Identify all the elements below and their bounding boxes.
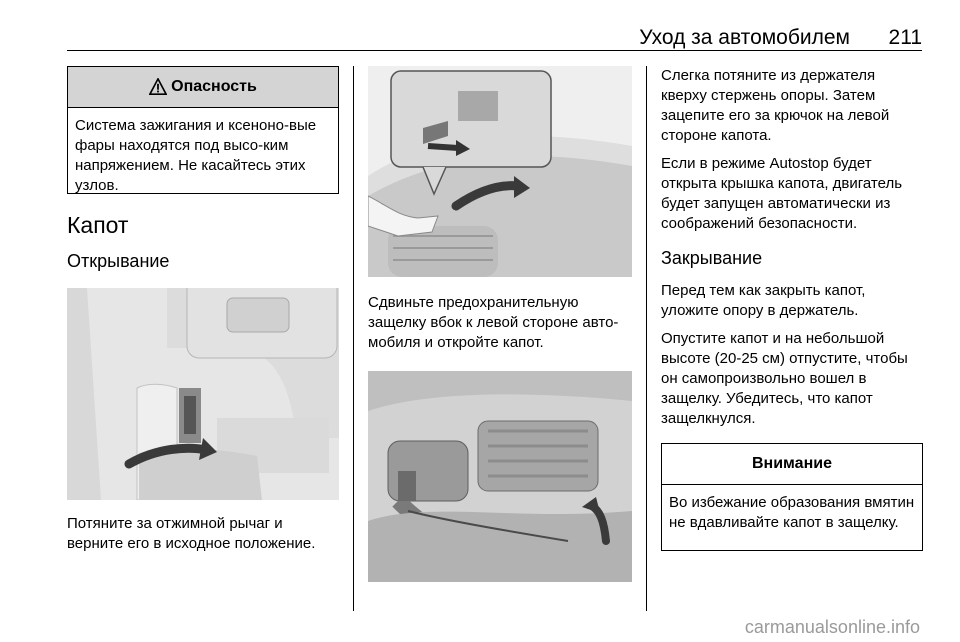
column-left <box>67 66 339 554</box>
page-number: 211 <box>888 26 922 49</box>
warning-triangle-icon <box>149 78 167 96</box>
subsection-title-open: Открывание <box>67 251 170 271</box>
figure-safety-catch <box>368 66 632 277</box>
danger-box-title: Опасность <box>171 78 257 95</box>
danger-box-header <box>68 67 338 108</box>
header-divider <box>67 50 922 51</box>
column-divider-1 <box>353 66 354 611</box>
watermark: carmanualsonline.info <box>744 617 920 637</box>
column-middle <box>368 66 632 582</box>
subsection-title-close: Закрывание <box>661 248 763 268</box>
caption-lever: Потяните за отжимной рычаг и верните его в исходное положение. <box>67 515 316 552</box>
paragraph-autostop: Если в режиме Autostop будет открыта крышка капота, двигатель будет запущен автоматически из соображений безопасности. <box>661 155 903 232</box>
paragraph-close-1: Перед тем как закрыть капот, уложите опору в держатель. <box>661 282 866 319</box>
figure-engine-bay <box>368 371 632 582</box>
notice-box-text: Во избежание образования вмятин не вдавливайте капот в защелку. <box>669 494 915 531</box>
danger-box-text: Система зажигания и ксеноно-вые фары находятся под высо-ким напряжением. Не касайтесь этих узлов. <box>75 117 317 194</box>
notice-box-title: Внимание <box>752 455 832 472</box>
column-right <box>661 66 923 551</box>
paragraph-prop-rod: Слегка потяните из держателя кверху стержень опоры. Затем зацепите его за крючок на левой стороне капота. <box>661 67 890 144</box>
paragraph-close-2: Опустите капот и на небольшой высоте (20-25 см) отпустите, чтобы он самопроизвольно вошел в защелку. Убедитесь, что капот защелкнулся. <box>661 330 908 427</box>
notice-box <box>661 443 923 551</box>
column-divider-2 <box>646 66 647 611</box>
section-title: Капот <box>67 212 129 238</box>
header-title: Уход за автомобилем <box>639 26 850 49</box>
figure-release-lever <box>67 288 339 500</box>
danger-box <box>67 66 339 194</box>
page-header <box>0 0 960 52</box>
notice-box-header <box>662 444 922 485</box>
caption-latch: Сдвиньте предохранительную защелку вбок к левой стороне авто-мобиля и откройте капот. <box>368 294 619 351</box>
